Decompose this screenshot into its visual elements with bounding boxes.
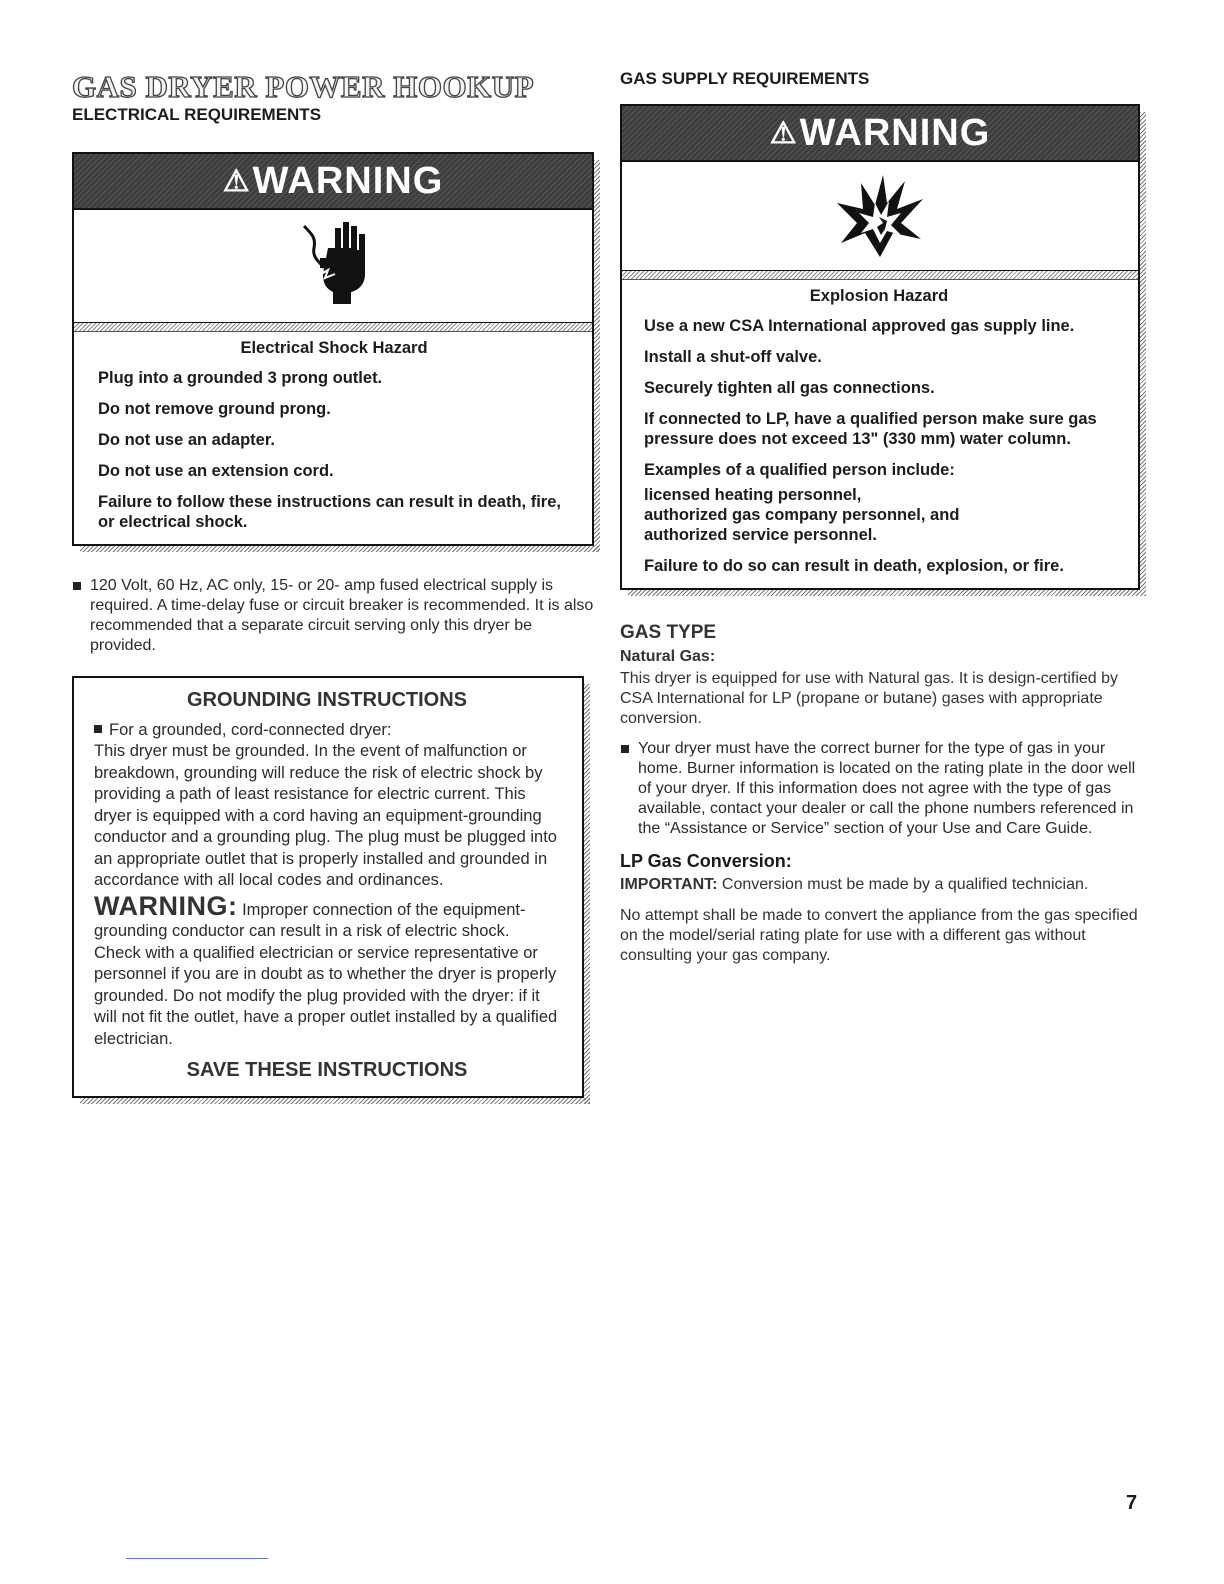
hatch-divider [622,271,1138,280]
gas-supply-heading: GAS SUPPLY REQUIREMENTS [620,69,870,88]
burner-bullet [620,739,1140,839]
box-shadow [1140,112,1146,596]
example-item: authorized service personnel. [644,526,877,544]
electric-shock-hand-icon [298,218,368,314]
box-shadow [628,590,1146,596]
example-item: authorized gas company personnel, and [644,506,960,524]
grounding-title: GROUNDING INSTRUCTIONS [187,689,467,711]
box-shadow [594,160,600,552]
warning-line: If connected to LP, have a qualified person make sure gas pressure does not exceed 13" (330 mm) water column. [644,410,1097,448]
grounding-instructions-box [72,676,584,1098]
electrical-warning-box [72,152,594,546]
grounding-bullet [94,720,560,742]
natural-gas-text: This dryer is equipped for use with Natural gas. It is design-certified by CSA International for LP (propane or butane) gases with appropriate conversion. [620,670,1119,727]
example-item: licensed heating personnel, [644,486,862,504]
save-instructions: SAVE THESE INSTRUCTIONS [186,1059,468,1081]
electrical-requirements-heading: ELECTRICAL REQUIREMENTS [72,105,322,124]
right-column [620,68,1140,966]
important-text: Conversion must be made by a qualified technician. [721,876,1089,893]
no-attempt-text: No attempt shall be made to convert the appliance from the gas specified on the model/serial rating plate for use with a different gas without consulting your gas company. [620,907,1138,964]
page-number: 7 [1126,1492,1138,1514]
gas-warning-text [622,280,1138,588]
bullet-text: Your dryer must have the correct burner for the type of gas in your home. Burner information is located on the rating plate in the door well of your dryer. If this information does not agree with the type of gas available, contact your dealer or call the phone numbers referenced in the “Assistance or Service” section of your Use and Care Guide. [638,740,1136,837]
warning-line: Examples of a qualified person include: [644,461,955,479]
warning-banner-label: WARNING [252,159,444,202]
warning-triangle-icon: ⚠ [222,164,251,198]
explosion-icon-area [622,162,1138,271]
warning-line: Securely tighten all gas connections. [644,379,935,397]
electrical-warning-text [74,332,592,544]
natural-gas-heading: Natural Gas: [620,648,716,665]
lp-conversion-heading: LP Gas Conversion: [620,851,792,871]
box-shadow [80,546,600,552]
bullet-square-icon [94,725,102,733]
bullet-square-icon [73,582,81,590]
warning-banner [74,154,592,210]
left-column [72,70,594,1098]
gas-type-section [620,622,1140,966]
important-label: IMPORTANT: [620,876,718,893]
box-shadow [584,684,590,1104]
warning-line: Plug into a grounded 3 prong outlet. [98,369,383,387]
box-shadow [80,1098,590,1104]
explosion-icon [835,173,925,259]
warning-line: Use a new CSA International approved gas supply line. [644,317,1075,335]
warning-banner [622,106,1138,162]
gas-warning-box [620,104,1140,590]
warning-triangle-icon: ⚠ [769,116,798,150]
footer-rule [126,1558,268,1559]
warning-line: Do not remove ground prong. [98,400,331,418]
page-title: GAS DRYER POWER HOOKUP [72,69,535,104]
warning-line: Do not use an adapter. [98,431,275,449]
hazard-title: Explosion Hazard [809,287,949,305]
gas-type-heading: GAS TYPE [620,622,717,643]
grounding-warning-text: Improper connection of the equipment-grounding conductor can result in a risk of electric shock. Check with a qualified electrician or service representative or personnel if you are in doubt as to whether the dryer is properly grounded. Do not modify the plug provided with the dryer: if it will not fit the outlet, have a proper outlet installed by a qualified electrician. [94,900,558,1048]
warning-banner-label: WARNING [799,111,991,154]
electrical-supply-bullet [72,576,594,656]
grounding-warning-label: WARNING: [94,890,238,921]
hazard-title: Electrical Shock Hazard [240,339,428,357]
bullet-text: For a grounded, cord-connected dryer: [109,720,392,739]
bullet-text: 120 Volt, 60 Hz, AC only, 15- or 20- amp fused electrical supply is required. A time-delay fuse or circuit breaker is recommended. It is also recommended that a separate circuit serving only this dryer be provided. [90,577,594,654]
warning-line: Install a shut-off valve. [644,348,822,366]
warning-line: Do not use an extension cord. [98,462,334,480]
grounding-paragraph: This dryer must be grounded. In the event of malfunction or breakdown, grounding will reduce the risk of electric shock by providing a path of least resistance for electric current. This dryer is equipped with a cord having an equipment-grounding conductor and a grounding plug. The plug must be plugged into an appropriate outlet that is properly installed and grounded in accordance with all local codes and ordinances. [94,742,557,889]
warning-line: Failure to do so can result in death, explosion, or fire. [644,557,1064,575]
shock-icon-area [74,210,592,323]
bullet-square-icon [621,745,629,753]
important-note [620,875,1140,895]
warning-line: Failure to follow these instructions can result in death, fire, or electrical shock. [98,493,561,531]
hatch-divider [74,323,592,332]
grounding-warning [94,890,560,1051]
